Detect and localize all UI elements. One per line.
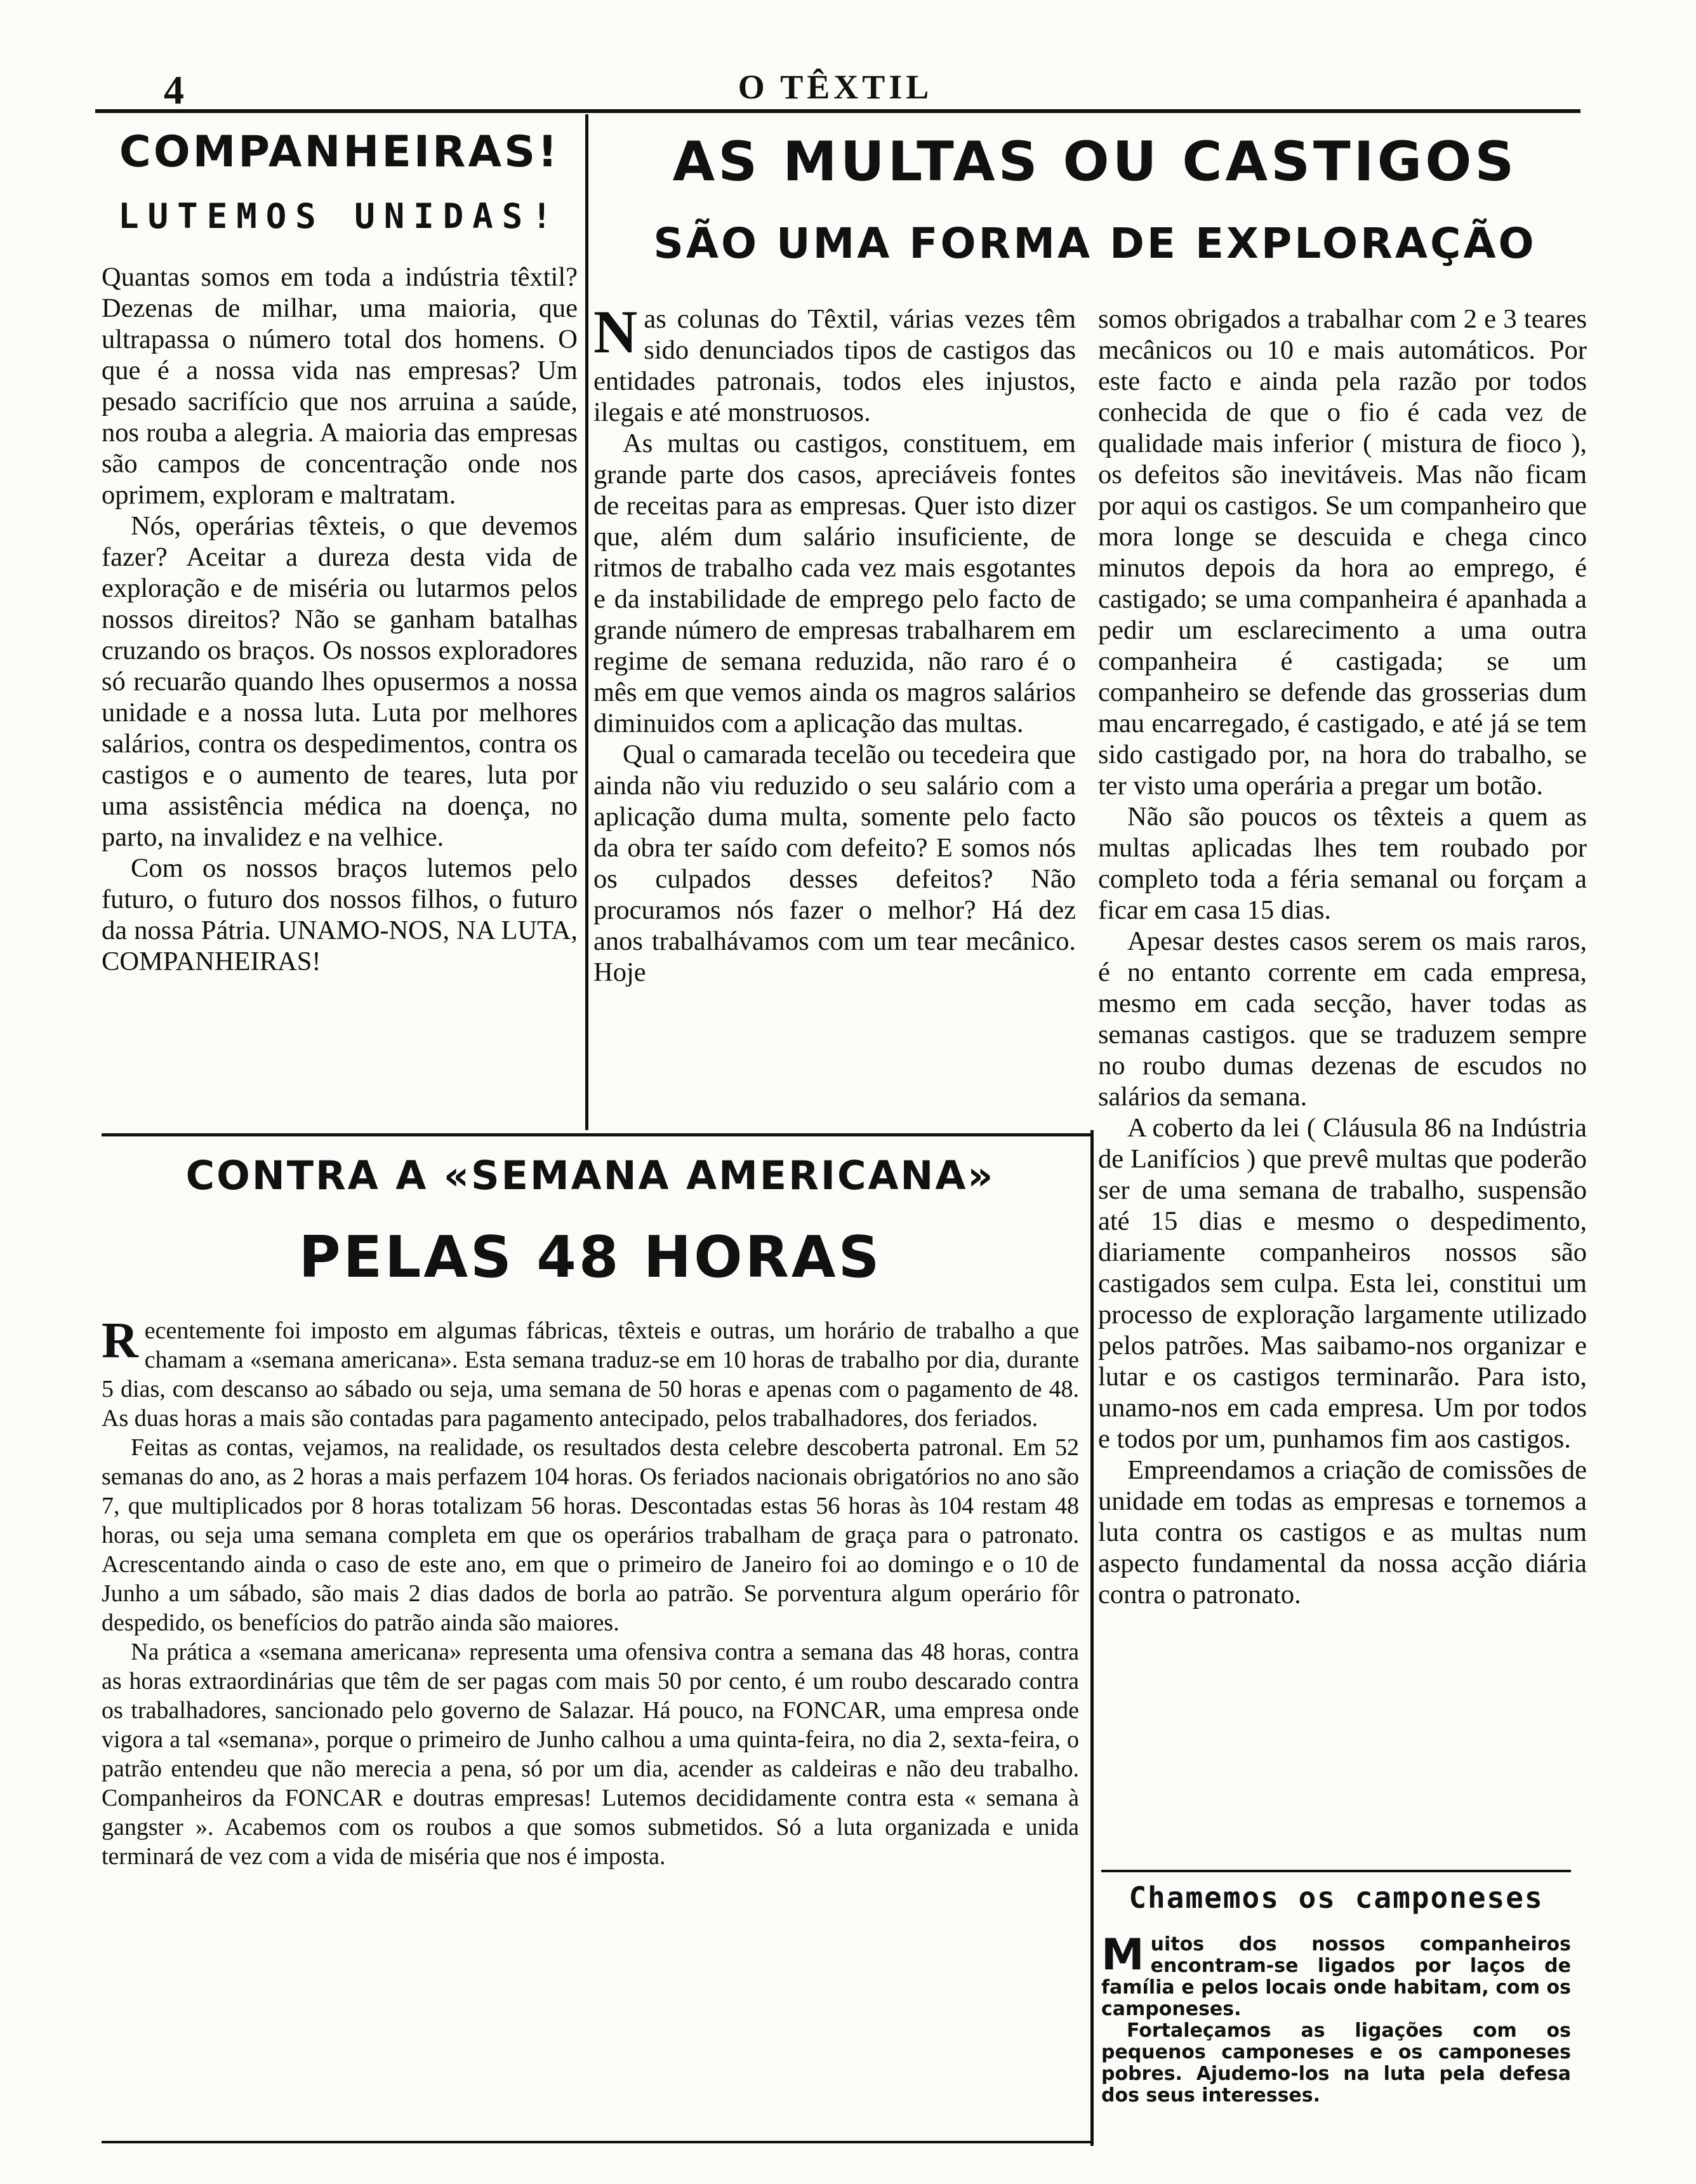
bottom-article-paragraph: Recentemente foi imposto em algumas fábricas, têxteis e outras, um horário de trabalho a que chamam a «semana americana». Esta semana traduz-se em 10 horas de trabalho por dia, durante 5 dias, com descanso ao sábado ou seja, uma semana de 50 horas e apenas com o pagamento de 48. As duas horas a mais são contadas para pagamento antecipado, pelos trabalhadores, dos feriados.	[102, 1313, 1079, 1432]
main-article-col-2	[1098, 303, 1587, 1610]
bottom-article-body	[102, 1313, 1079, 1871]
bottom-article-title: CONTRA A «SEMANA AMERICANA»	[185, 1152, 995, 1199]
bottom-article-paragraph: Na prática a «semana americana» representa uma ofensiva contra a semana das 48 horas, contra as horas extraordinárias que têm de ser pagas com mais 50 por cento, é um roubo descarado contra os trabalhadores, sancionado pelo governo de Salazar. Há pouco, na FONCAR, uma empresa onde vigora a tal «semana», porque o primeiro de Junho calhou a uma quinta-feira, no dia 2, sexta-feira, o patrão entendeu que não merecia a pena, só por um dia, acender as caldeiras e não deu trabalho. Companheiros da FONCAR e doutras empresas! Lutemos decididamente contra esta « semana à gangster ». Acabemos com os roubos a que somos submetidos. Só a luta organizada e unida terminará de vez com a vida de miséria que nos é imposta.	[102, 1639, 1079, 1870]
dropcap: N	[593, 298, 638, 366]
main-article-paragraph: Qual o camarada tecelão ou tecedeira que ainda não viu reduzido o seu salário com a aplicação duma multa, somente pelo facto da obra ter saído com defeito? E somos nós os culpados desses defeitos? Não procuramos nós fazer o melhor? Há dez anos trabalhávamos com um tear mecânico. Hoje	[593, 740, 1076, 987]
column-divider-bottom	[1090, 1130, 1094, 2146]
section-rule	[102, 1133, 1092, 1136]
column-divider-left	[585, 114, 588, 1130]
main-article-paragraph: Empreendamos a criação de comissões de unidade em todas as empresas e tornemos a luta contra os castigos e as multas num aspecto fundamental da nossa acção diária contra o patronato.	[1098, 1455, 1587, 1609]
bottom-article-subtitle: PELAS 48 HORAS	[298, 1224, 882, 1291]
main-article-paragraph: Não são poucos os têxteis a quem as multas aplicadas lhes tem roubado por completo toda a féria semanal ou forçam a ficar em casa 15 dias.	[1098, 802, 1587, 925]
page-number: 4	[164, 67, 184, 112]
left-article-paragraph: Com os nossos braços lutemos pelo futuro, o futuro dos nossos filhos, o futuro da nossa Pátria. UNAMO-NOS, NA LUTA, COMPANHEIRAS!	[102, 853, 578, 976]
left-article	[102, 127, 578, 977]
main-article	[593, 130, 1596, 268]
box-article-paragraph: Muitos dos nossos companheiros encontram-se ligados por laços de família e pelos locais onde habitam, com os camponeses.	[1101, 1930, 1571, 2020]
left-article-body	[102, 262, 578, 977]
main-article-paragraph: Nas colunas do Têxtil, várias vezes têm sido denunciados tipos de castigos das entidades patronais, todos eles injustos, ilegais e até monstruosos.	[593, 298, 1076, 427]
left-article-paragraph: Quantas somos em toda a indústria têxtil? Dezenas de milhar, uma maioria, que ultrapassa o número total dos homens. O que é a nossa vida nas empresas? Um pesado sacrifício que nos arruina a saúde, nos rouba a alegria. A maioria das empresas são campos de concentração onde nos oprimem, exploram e maltratam.	[102, 262, 578, 510]
masthead-title: O TÊXTIL	[738, 68, 933, 106]
box-article-title: Chamemos os camponeses	[1129, 1881, 1544, 1915]
left-article-paragraph: Nós, operárias têxteis, o que devemos fazer? Aceitar a dureza desta vida de exploração e de miséria ou lutarmos pelos nossos direitos? Não se ganham batalhas cruzando os braços. Os nossos exploradores só recuarão quando lhes opusermos a nossa unidade e a nossa luta. Luta por melhores salários, contra os despedimentos, contra os castigos e o aumento de teares, luta por uma assistência médica na doença, no parto, na invalidez e na velhice.	[102, 511, 578, 852]
left-article-subtitle: LUTEMOS UNIDAS!	[118, 196, 561, 236]
box-article-paragraph: Fortaleçamos as ligações com os pequenos camponeses e os camponeses pobres. Ajudemo-los na luta pela defesa dos seus interesses.	[1101, 2020, 1571, 2107]
footer-rule	[102, 2141, 1092, 2143]
header-rule	[95, 109, 1580, 113]
dropcap: R	[102, 1313, 138, 1369]
main-article-paragraph: Apesar destes casos serem os mais raros, é no entanto corrente em cada empresa, mesmo em cada secção, haver todas as semanas castigos. que se traduzem sempre no roubo dumas dezenas de escudos no salários da semana.	[1098, 926, 1587, 1112]
bottom-article	[102, 1152, 1079, 1871]
main-article-title: AS MULTAS OU CASTIGOS	[672, 130, 1518, 194]
main-article-paragraph: somos obrigados a trabalhar com 2 e 3 teares mecânicos ou 10 e mais automáticos. Por este facto e ainda pela razão por todos conhecida de que o fio é cada vez de qualidade mais inferior ( mistura de fioco ), os defeitos são inevitáveis. Mas não ficam por aqui os castigos. Se um companheiro que mora longe se descuida e chega cinco minutos depois da hora ao emprego, é castigado; se uma companheira é apanhada a pedir um esclarecimento a uma outra companheira é castigada; se um companheiro se defende das grosserias dum mau encarregado, é castigado, e até já se tem sido castigado por, na hora do trabalho, se ter visto uma operária a pregar um botão.	[1098, 304, 1587, 801]
left-article-title: COMPANHEIRAS!	[119, 127, 560, 177]
box-article-body	[1101, 1930, 1571, 2107]
bottom-article-paragraph: Feitas as contas, vejamos, na realidade, os resultados desta celebre descoberta patronal. Em 52 semanas do ano, as 2 horas a mais perfazem 104 horas. Os feriados nacionais obrigatórios no ano são 7, que multiplicados por 8 horas totalizam 56 horas. Descontadas estas 56 horas às 104 restam 48 horas, ou seja uma semana completa em que os operários trabalham de graça para o patronato. Acrescentando ainda o caso de este ano, em que o primeiro de Janeiro foi ao domingo e o 10 de Junho a um sábado, são mais 2 dias dados de borla ao patrão. Se porventura algum operário fôr despedido, os benefícios do patrão ainda são maiores.	[102, 1434, 1079, 1636]
dropcap: M	[1101, 1930, 1144, 1980]
main-article-subtitle: SÃO UMA FORMA DE EXPLORAÇÃO	[653, 219, 1537, 268]
main-article-paragraph: As multas ou castigos, constituem, em grande parte dos casos, apreciáveis fontes de receitas para as empresas. Quer isto dizer que, além dum salário insuficiente, de ritmos de trabalho cada vez mais esgotantes e da instabilidade de emprego pelo facto de grande número de empresas trabalharem em regime de semana reduzida, não raro é o mês em que vemos ainda os magros salários diminuidos com a aplicação das multas.	[593, 429, 1076, 738]
box-article	[1101, 1881, 1571, 2107]
main-article-col-1	[593, 298, 1076, 988]
main-article-paragraph: A coberto da lei ( Cláusula 86 na Indústria de Lanifícios ) que prevê multas que poderão ser de uma semana de trabalho, suspensão até 15 dias e mesmo o despedimento, diariamente companheiros nossos são castigados sem culpa. Esta lei, constitui um processo de exploração largamente utilizado pelos patrões. Mas saibamo-nos organizar e lutar e os castigos terminarão. Para isto, unamo-nos em cada empresa. Um por todos e todos por um, punhamos fim aos castigos.	[1098, 1113, 1587, 1454]
box-rule-top	[1101, 1870, 1571, 1872]
